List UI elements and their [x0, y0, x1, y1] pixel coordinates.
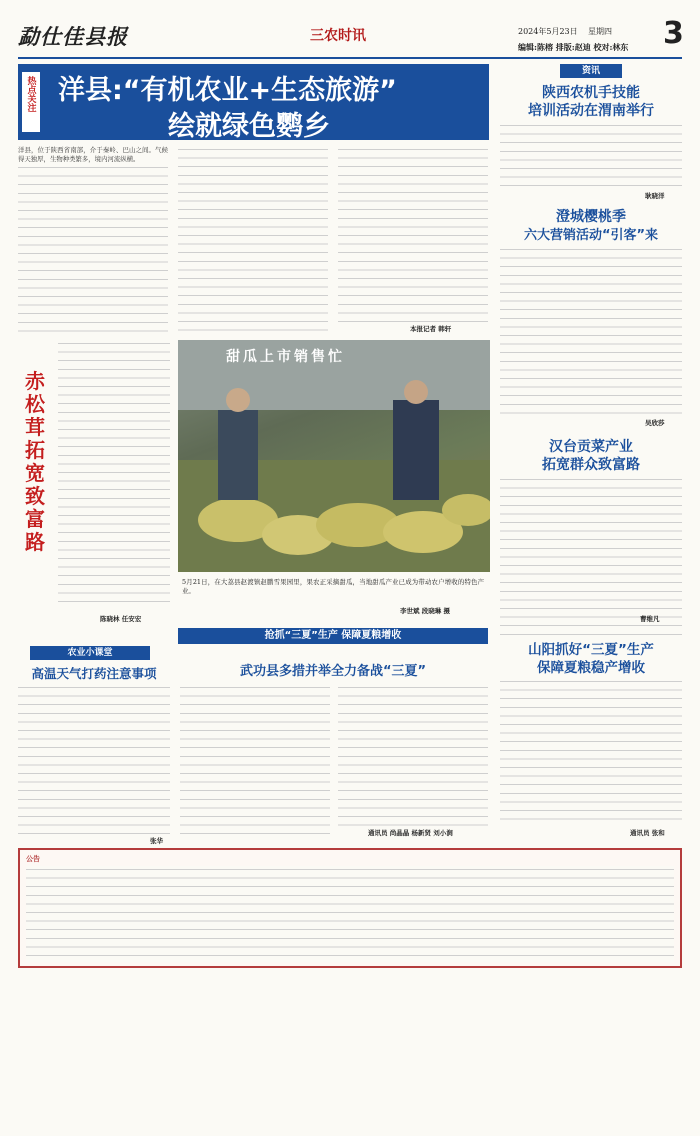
vt-char: 赤	[25, 369, 45, 393]
hero-body-col-2	[178, 146, 328, 334]
hero-title-line-1: 洋县:“有机农业+生态旅游”	[58, 75, 397, 106]
page-number: 3	[663, 16, 684, 51]
issue-weekday: 星期四	[588, 27, 612, 36]
info-article-1-title-1: 陕西农机手技能	[542, 85, 640, 101]
hero-tag-label: 热点关注	[25, 76, 36, 112]
info-article-3-title-1: 汉台贡菜产业	[549, 439, 633, 455]
sanxia-left-body-2	[338, 684, 488, 826]
sanxia-right-title-1: 山阳抓好“三夏”生产	[528, 642, 654, 658]
hero-tag	[22, 72, 40, 132]
issue-date: 2024年5月23日	[518, 27, 578, 36]
classroom-title: 高温天气打药注意事项	[31, 666, 157, 681]
hero-body-col-3	[338, 146, 488, 322]
hero-banner	[18, 64, 489, 140]
sanxia-left-title: 武功县多措并举全力备战“三夏”	[239, 664, 427, 679]
hero-body-col-1	[18, 164, 168, 334]
vt-char: 宽	[25, 461, 45, 485]
notice-label: 公告	[26, 854, 40, 863]
info-article-1-body	[500, 122, 682, 190]
feature-photo	[178, 340, 490, 572]
classroom-tag	[30, 646, 150, 660]
vt-char: 致	[25, 484, 45, 508]
vertical-title	[22, 370, 48, 560]
hero-byline: 本报记者 韩轩	[410, 325, 452, 333]
sanxia-banner	[178, 628, 488, 644]
editors-line: 编辑:陈榕 排版:赵迪 校对:林东	[518, 42, 629, 52]
photo-scene	[178, 340, 490, 572]
newspaper-logo: 勐仕佳县报	[18, 24, 128, 49]
vt-char: 富	[25, 507, 45, 531]
sanxia-right-byline: 通讯员 张和	[630, 829, 665, 837]
hero-title-line-2: 绘就绿色鹦乡	[168, 111, 330, 142]
hero-lead: 洋县，位于陕西省南部，介于秦岭、巴山之间。气候得天独厚，生物种类繁多，境内河流纵横。	[18, 146, 168, 163]
info-article-3-title-2: 拓宽群众致富路	[542, 457, 640, 473]
classroom-body	[18, 684, 170, 834]
info-article-3-body	[500, 476, 682, 636]
classroom-byline: 张华	[150, 837, 163, 845]
vt-char: 松	[25, 392, 45, 416]
sanxia-right-body	[500, 678, 682, 826]
sanxia-right-title-2: 保障夏粮稳产增收	[537, 660, 645, 676]
vt-char: 拓	[25, 438, 45, 462]
sanxia-left-body-1	[180, 684, 330, 834]
info-tag-label: 资讯	[581, 66, 600, 76]
classroom-tag-label: 农业小课堂	[67, 648, 113, 658]
masthead	[18, 16, 682, 56]
masthead-rule	[18, 57, 682, 59]
photo-caption-text: 甜瓜上市销售忙	[226, 349, 345, 365]
section-name: 三农时讯	[310, 28, 366, 44]
mid-article-body	[58, 340, 170, 608]
info-article-2-body	[500, 246, 682, 416]
photo-credit: 李世斌 段晓琳 摄	[400, 607, 451, 615]
info-article-3-byline: 曹维凡	[640, 615, 660, 623]
info-article-2-title-2: 六大营销活动“引客”来	[523, 228, 659, 243]
mid-article-byline: 陈晓林 任安宏	[100, 615, 142, 623]
info-article-1-title-2: 培训活动在渭南举行	[528, 103, 654, 119]
notice-body	[26, 866, 674, 962]
info-article-1-byline: 耿晓洋	[645, 192, 665, 200]
notice-box	[18, 848, 682, 968]
info-article-2-byline: 吴欣莎	[645, 419, 665, 427]
vt-char: 茸	[25, 415, 45, 439]
photo-caption: 5月21日，在大荔县赵渡镇赵鹏雪果园里，果农正采摘甜瓜，当地甜瓜产业已成为带动农户增收的特色产业。	[182, 578, 484, 595]
sanxia-banner-label: 抢抓“三夏”生产 保障夏粮增收	[264, 630, 402, 641]
sanxia-left-byline: 通讯员 尚晶晶 杨新贤 刘小涧	[368, 829, 453, 837]
info-column	[500, 64, 682, 624]
vt-char: 路	[25, 530, 45, 554]
info-tag	[560, 64, 622, 78]
info-article-2-title-1: 澄城樱桃季	[556, 209, 626, 225]
